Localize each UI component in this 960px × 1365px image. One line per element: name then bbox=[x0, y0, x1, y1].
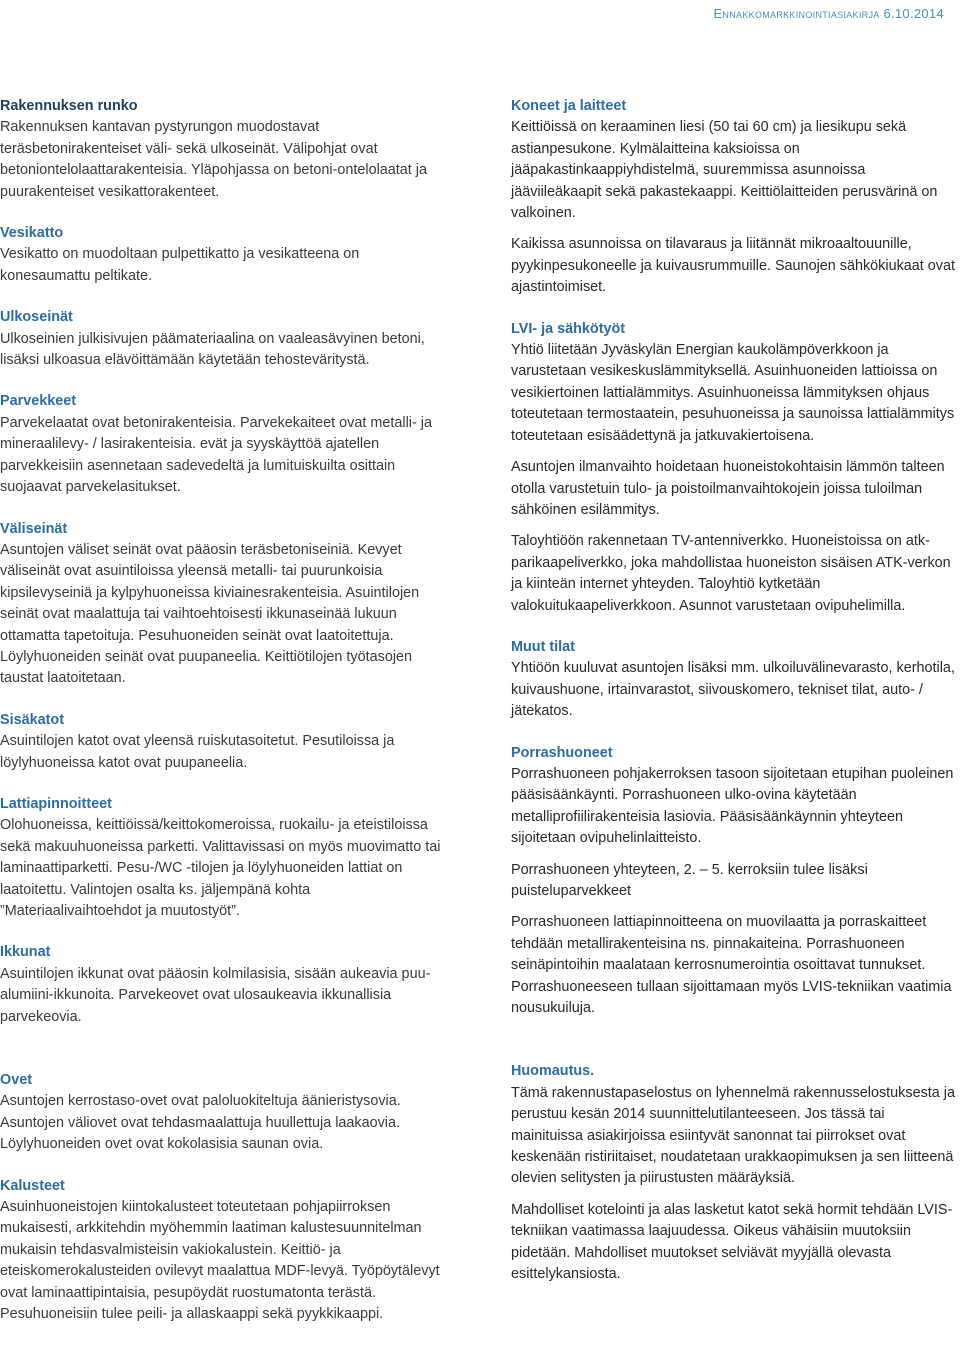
section-paragraph: Olohuoneissa, keittiöissä/keittokomeroissa, ruokailu- ja eteistiloissa sekä makuuhuoneissa parketti. Valittavissasi on myös muovimatto tai laminaattiparketti. Pesu-/WC -tilojen ja löylyhuoneiden lattiat on laatoitettu. Valintojen osalta ks. jäljempänä kohta ”Materiaalivaihtoehdot ja muutostyöt”. bbox=[0, 817, 441, 919]
section-paragraph: Keittiöissä on keraaminen liesi (50 tai 60 cm) ja liesikupu sekä astianpesukone. Kylmälaitteina kaksioissa on jääpakastinkaappiyhdistelmä, suuremmissa asunnoissa jääviileäkaapit sekä pakastekaappi. Keittiölaitteiden perusvärinä on valkoinen. bbox=[511, 119, 938, 222]
section bbox=[0, 1176, 448, 1326]
section-heading: Ikkunat bbox=[0, 944, 51, 961]
section-heading: Huomautus. bbox=[511, 1063, 595, 1080]
section-paragraph: Asuinhuoneistojen kiintokalusteet toteutetaan pohjapiirroksen mukaisesti, arkkitehdin myöhemmin laatiman kalustesuunnitelman mukaisin tehdasvalmisteisin vakiokalustein. Keittiö- ja eteiskomerokalusteiden ovilevyt maalattua MDF-levyä. Työpöytälevyt ovat laminaattipintaisia, pesupöydät ruostumatonta terästä. Pesuhuoneisiin tulee peili- ja allaskaappi sekä pyykkikaappi. bbox=[0, 1199, 440, 1323]
section-paragraph: Ulkoseinien julkisivujen päämateriaalina on vaaleasävyinen betoni, lisäksi ulkoasua elävöittämään käytetään tehosteväritystä. bbox=[0, 330, 425, 369]
section-heading: Väliseinät bbox=[0, 520, 68, 537]
section bbox=[0, 519, 448, 690]
section bbox=[511, 637, 957, 723]
section-paragraph: Porrashuoneen pohjakerroksen tasoon sijoitetaan etupihan puoleinen pääsisäänkäynti. Porrashuoneen ulko-ovina käytetään metalliprofiilirakenteisia lasiovia. Pääsisäänkäynnin yhteyteen sijoitetaan ovipuhelinlaitteisto. bbox=[511, 765, 954, 847]
section-paragraph: Asuintilojen katot ovat yleensä ruiskutasoitetut. Pesutiloissa ja löylyhuoneissa katot ovat puupaneelia. bbox=[0, 733, 395, 771]
section bbox=[0, 391, 448, 498]
document-header: Ennakkomarkkinointiasiakirja 6.10.2014 bbox=[713, 6, 944, 21]
section bbox=[0, 223, 448, 287]
section-paragraph: Asuintilojen ikkunat ovat pääosin kolmilasisia, sisään aukeavia puu-alumiini-ikkunoita. Parvekeovet ovat ulosaukeavia ikkunallisia parvekeovia. bbox=[0, 965, 431, 1025]
section-paragraph: Rakennuksen kantavan pystyrungon muodostavat teräsbetonirakenteiset väli- sekä ulkoseinät. Välipohjat ovat betoniontelolaattarakenteisia. Yläpohjassa on betoni-ontelolaatat ja puurakenteiset vesikattorakenteet. bbox=[0, 119, 427, 200]
section-paragraph: Porrashuoneen lattiapinnoitteena on muovilaatta ja porraskaitteet tehdään metallirakenteisina ns. pinnakaiteina. Porrashuoneen seinäpintoihin maalataan kerrosnumerointia osoittavat tunnukset. Porrashuoneeseen tullaan sijoittamaan myös LVIS-tekniikan vaatimia nousukuiluja. bbox=[511, 914, 952, 1017]
section-heading: Ovet bbox=[0, 1072, 32, 1089]
section-paragraph: Parvekelaatat ovat betonirakenteisia. Parvekekaiteet ovat metalli- ja mineraalilevy- / lasirakenteisia. evät ja syyskäyttöä ajatellen parvekkeisiin asennetaan sadevedeltä ja lumituiskuilta osittain suojaavat parvekelasitukset. bbox=[0, 414, 432, 496]
section-heading: Ulkoseinät bbox=[0, 309, 73, 326]
section-paragraph: Vesikatto on muodoltaan pulpettikatto ja vesikatteena on konesaumattu peltikate. bbox=[0, 246, 360, 284]
section bbox=[511, 1061, 957, 1285]
section-heading: Porrashuoneet bbox=[511, 744, 613, 761]
section bbox=[0, 942, 448, 1028]
section-heading: Sisäkatot bbox=[0, 711, 64, 728]
section-paragraph: Mahdolliset kotelointi ja alas lasketut katot sekä hormit tehdään LVIS-tekniikan vaatimassa laajuudessa. Oikeus vähäisiin muutoksiin pidetään. Mahdolliset muutokset selviävät myyjällä olevasta esittelykansiosta. bbox=[511, 1201, 953, 1283]
section-paragraph: Asuntojen väliset seinät ovat pääosin teräsbetoniseiniä. Kevyet väliseinät ovat asuintiloissa yleensä metalli- tai puurunkoisia kipsilevyseiniä ja kylpyhuoneissa kiviainesrakenteisia. Asuintilojen seinät ovat maalattuja tai vaihtoehtoisesti ikkunaseinää lukuun ottamatta tapetoituja. Pesuhuoneiden seinät ovat laatoitettuja. Löylyhuoneiden seinät ovat puupaneelia. Keittiötilojen työtasojen taustat laatoitetaan. bbox=[0, 541, 420, 687]
section-paragraph: Asuntojen ilmanvaihto hoidetaan huoneistokohtaisin lämmön talteen otolla varustetuin tulo- ja poistoilmanvaihtokojein joissa tuloilman sähköinen esilämmitys. bbox=[511, 459, 945, 518]
section bbox=[0, 96, 448, 203]
section-paragraph: Tämä rakennustapaselostus on lyhennelmä rakennusselostuksesta ja perustuu kesän 2014 suunnittelutilanteeseen. Jos tässä tai mainituissa asiakirjoissa esiintyvät sanonnat tai piirrokset ovat keskenään ristiriitaiset, noudatetaan urakkaopimuksen ja sen liitteenä olevien selitysten ja piirustusten määräyksiä. bbox=[511, 1084, 955, 1187]
section-heading: Koneet ja laitteet bbox=[511, 98, 627, 114]
section-heading: Parvekkeet bbox=[0, 393, 77, 410]
section bbox=[0, 710, 448, 774]
section-paragraph: Yhtiöön kuuluvat asuntojen lisäksi mm. ulkoiluvälinevarasto, kerhotila, kuivaushuone, irtainvarastot, siivouskomero, tekniset tilat, auto- / jätekatos. bbox=[511, 660, 955, 720]
section-heading: Rakennuksen runko bbox=[0, 98, 138, 114]
section bbox=[511, 96, 957, 299]
section-paragraph: Asuntojen kerrostaso-ovet ovat paloluokiteltuja äänieristysovia. Asuntojen väliovet ovat tehdasmaalattuja huullettuja laakaovia. Löylyhuoneiden ovet ovat kokolasisia saunan ovia. bbox=[0, 1093, 401, 1153]
section bbox=[0, 794, 448, 922]
section bbox=[511, 743, 957, 1020]
section-paragraph: Porrashuoneen yhteyteen, 2. – 5. kerroksiin tulee lisäksi puisteluparvekkeet bbox=[511, 861, 868, 899]
left-column bbox=[0, 96, 448, 1346]
section bbox=[0, 307, 448, 371]
section-paragraph: Kaikissa asunnoissa on tilavaraus ja liitännät mikroaaltouunille, pyykinpesukoneelle ja kuivausrummuille. Saunojen sähkökiukaat ovat ajastintoimiset. bbox=[511, 236, 955, 296]
section-heading: Kalusteet bbox=[0, 1177, 65, 1194]
section-paragraph: Taloyhtiöön rakennetaan TV-antenniverkko. Huoneistoissa on atk-parikaapeliverkko, joka mahdollistaa huoneiston sisäisen ATK-verkon ja kiinteän internet yhteyden. Taloyhtiö kytketään valokuitukaapeliverkkoon. Asunnot varustetaan ovipuhelimilla. bbox=[511, 533, 951, 614]
section bbox=[0, 1070, 448, 1156]
section bbox=[511, 319, 957, 617]
section-heading: Vesikatto bbox=[0, 225, 64, 242]
right-column bbox=[511, 96, 957, 1306]
section-heading: Muut tilat bbox=[511, 638, 575, 655]
section-heading: LVI- ja sähkötyöt bbox=[511, 320, 626, 337]
section-paragraph: Yhtiö liitetään Jyväskylän Energian kaukolämpöverkkoon ja varustetaan vesikeskuslämmityksellä. Asuinhuoneiden lattioissa on vesikiertoinen lattialämmitys. Asuinhuoneissa lämmityksen ohjaus toteutetaan termostaatein, pesuhuoneissa ja saunoissa lattialämmitys toteutetaan esisäädettynä ja jatkuvakiertoisena. bbox=[511, 342, 955, 444]
section-heading: Lattiapinnoitteet bbox=[0, 795, 112, 812]
